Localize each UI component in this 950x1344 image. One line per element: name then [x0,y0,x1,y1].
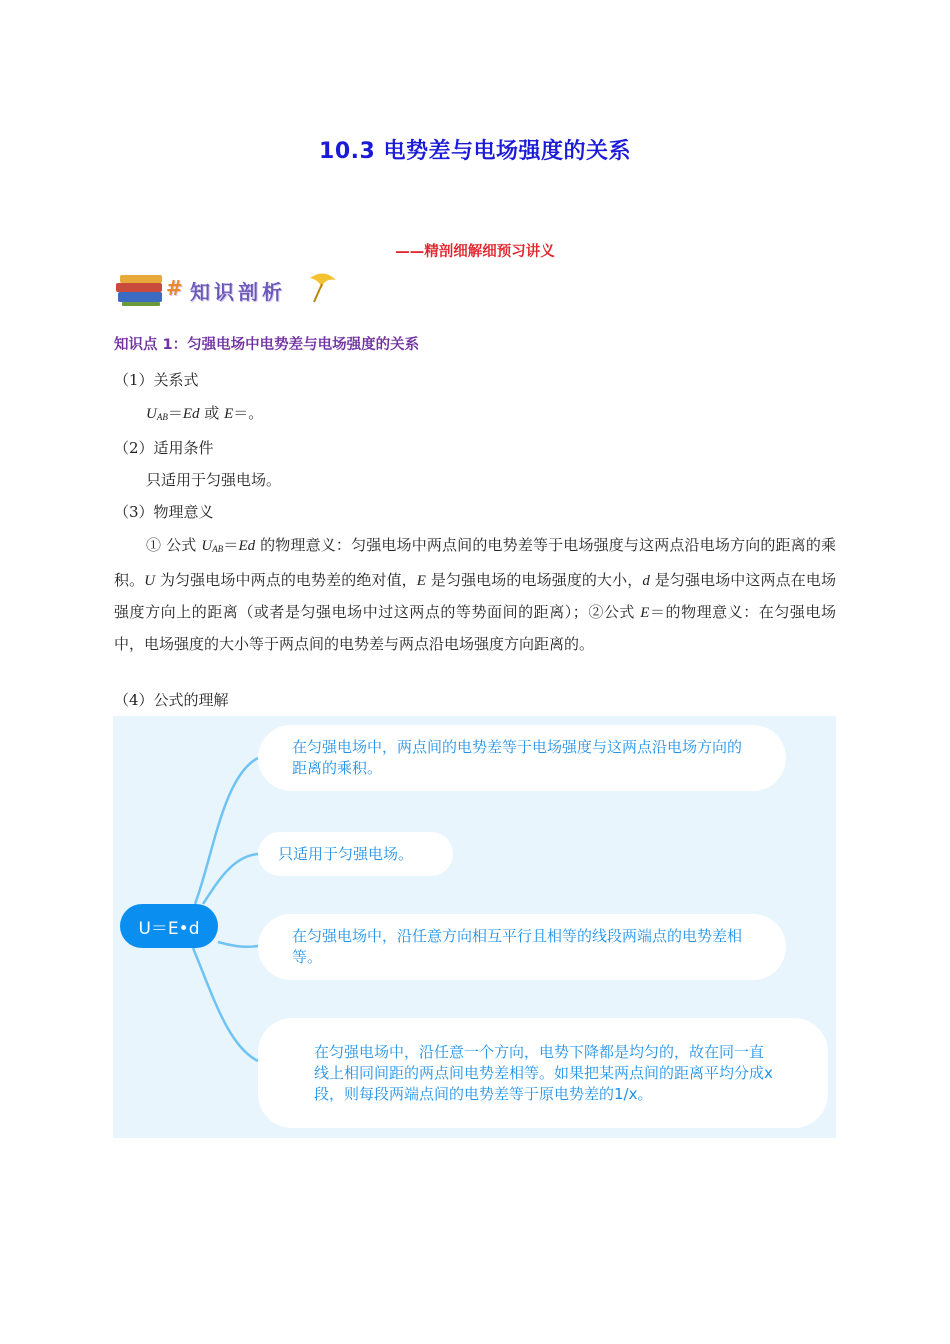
section-banner [114,270,344,308]
symbol-u: U [146,406,157,422]
page-title: 10.3 电势差与电场强度的关系 [319,139,631,164]
section-1-heading: （1）关系式 [114,371,199,389]
mind-map-node-4: 在匀强电场中，沿任意一个方向，电势下降都是均匀的，故在同一直线上相同间距的两点间电势差相等。如果把某两点间的距离平均分成x段，则每段两端点间的电势差等于原电势差的1/x。 [258,1018,828,1128]
mind-map-node-1: 在匀强电场中，两点间的电势差等于电场强度与这两点沿电场方向的距离的乘积。 [258,725,786,791]
relation-formula [146,403,263,427]
mind-map-node-2: 只适用于匀强电场。 [258,832,453,876]
symbol-e: E [224,406,234,422]
formula-tail: ＝。 [233,404,264,422]
section-2-text: 只适用于匀强电场。 [146,471,282,489]
equals-sign: ＝ [167,404,183,422]
section-2-heading: （2）适用条件 [114,439,214,457]
symbol-ed: Ed [182,406,200,422]
mind-map-root: U＝E•d [120,904,218,948]
knowledge-point-heading: 知识点 1：匀强电场中电势差与电场强度的关系 [114,337,420,353]
mind-map [113,716,836,1138]
section-3-heading: （3）物理意义 [114,503,214,521]
mind-map-node-3: 在匀强电场中，沿任意方向相互平行且相等的线段两端点的电势差相等。 [258,914,786,980]
section-4-heading: （4）公式的理解 [114,691,229,709]
or-text: 或 [199,404,225,422]
subscript-ab: AB [156,412,168,422]
section-3-paragraph: ① 公式 $U_{AB}=Ed$ 的物理意义：匀强电场中两点间的电势差等于电场强度与这两点沿电场方向的距离的乘积。U 为匀强电场中两点的电势差的绝对值，E 是匀强电场的电场强度的大小，d 是匀强电场中这两点在电场强度方向上的距离（或者是匀强电场中过这两点的等势面间的距离）；②公式 E＝的物理意义：在匀强电场中，电场强度的大小等于两点间的电势差与两点沿电场强度方向距离的。 [114,536,836,653]
page-subtitle: ——精剖细解细预习讲义 [395,244,555,260]
banner-hash: # [166,276,187,300]
banner-title: 知识剖析 [190,280,286,304]
